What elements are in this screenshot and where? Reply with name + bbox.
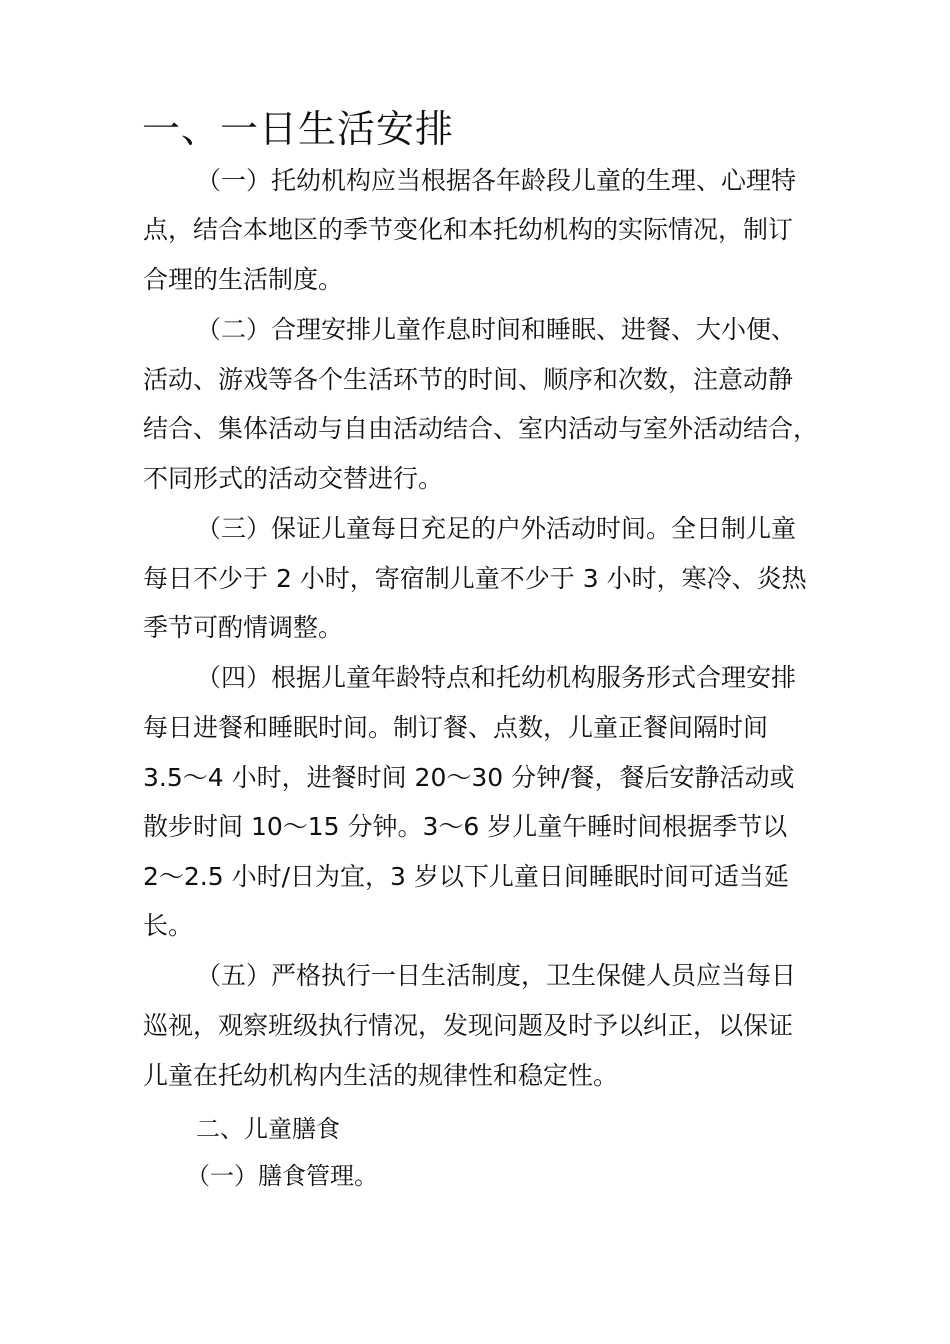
paragraph-2-line-3: 结合、集体活动与自由活动结合、室内活动与室外活动结合， (143, 414, 819, 443)
paragraph-1-line-2: 点，结合本地区的季节变化和本托幼机构的实际情况，制订 (143, 215, 794, 244)
paragraph-1-line-3: 合理的生活制度。 (143, 265, 344, 294)
paragraph-2-line-4: 不同形式的活动交替进行。 (143, 464, 444, 493)
section-2-heading: 二、儿童膳食 (196, 1115, 340, 1143)
paragraph-3-line-3: 季节可酌情调整。 (143, 613, 344, 642)
paragraph-4-line-4: 散步时间 10～15 分钟。3～6 岁儿童午睡时间根据季节以 (143, 812, 788, 841)
section-heading: 一、一日生活安排 (142, 107, 455, 151)
paragraph-2-line-1: （二）合理安排儿童作息时间和睡眠、进餐、大小便、 (196, 315, 797, 344)
paragraph-5-line-1: （五）严格执行一日生活制度，卫生保健人员应当每日 (196, 961, 797, 990)
paragraph-1-line-1: （一）托幼机构应当根据各年龄段儿童的生理、心理特 (196, 166, 797, 195)
paragraph-4-line-1: （四）根据儿童年龄特点和托幼机构服务形式合理安排 (196, 663, 797, 692)
paragraph-4-line-3: 3.5～4 小时，进餐时间 20～30 分钟/餐，餐后安静活动或 (143, 763, 795, 792)
paragraph-5-line-3: 儿童在托幼机构内生活的规律性和稳定性。 (143, 1061, 619, 1090)
paragraph-4-line-5: 2～2.5 小时/日为宜，3 岁以下儿童日间睡眠时间可适当延 (143, 862, 789, 891)
section-2-subheading: （一）膳食管理。 (186, 1162, 378, 1190)
paragraph-3-line-1: （三）保证儿童每日充足的户外活动时间。全日制儿童 (196, 514, 797, 543)
paragraph-4-line-6: 长。 (143, 911, 194, 940)
paragraph-4-line-2: 每日进餐和睡眠时间。制订餐、点数，儿童正餐间隔时间 (143, 713, 769, 742)
paragraph-5-line-2: 巡视，观察班级执行情况，发现问题及时予以纠正，以保证 (143, 1011, 794, 1040)
paragraph-2-line-2: 活动、游戏等各个生活环节的时间、顺序和次数，注意动静 (143, 365, 794, 394)
paragraph-3-line-2: 每日不少于 2 小时，寄宿制儿童不少于 3 小时，寒冷、炎热 (143, 564, 807, 593)
